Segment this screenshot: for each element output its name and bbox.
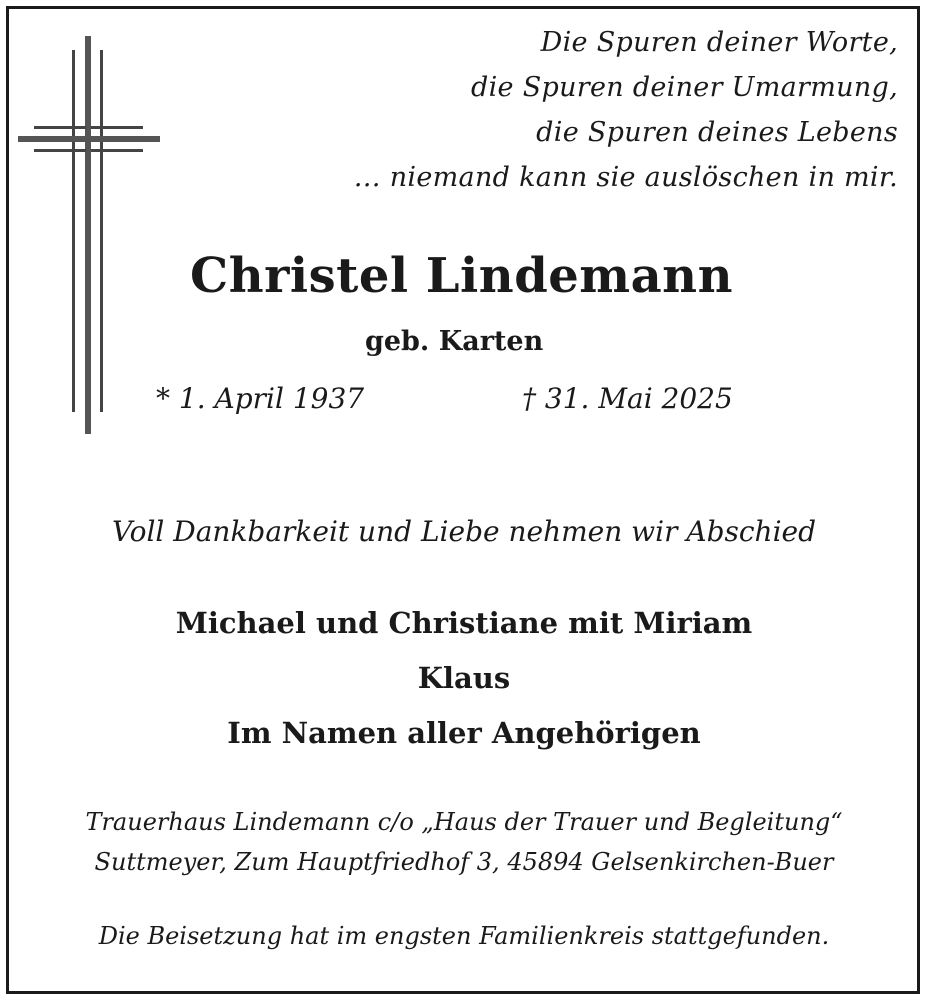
maiden-name: geb. Karten (365, 326, 544, 357)
verse-line: Die Spuren deiner Worte, (540, 27, 898, 58)
address-line: Suttmeyer, Zum Hauptfriedhof 3, 45894 Gelsenkirchen-Buer (94, 848, 834, 876)
mourners-block (0, 596, 928, 761)
verse-line: die Spuren deiner Umarmung, (471, 72, 898, 103)
cross-icon (16, 36, 162, 436)
mourner-line: Klaus (417, 661, 511, 695)
address-block (0, 802, 928, 882)
deceased-name: Christel Lindemann (190, 248, 733, 304)
mourner-line: Im Namen aller Angehörigen (227, 716, 701, 750)
birth-date: * 1. April 1937 (156, 382, 365, 415)
burial-note: Die Beisetzung hat im engsten Familienkreis stattgefunden. (98, 922, 830, 950)
verse-line: die Spuren deines Lebens (536, 117, 898, 148)
verse-line: … niemand kann sie auslöschen in mir. (353, 162, 898, 193)
death-date: † 31. Mai 2025 (522, 382, 733, 415)
farewell-line: Voll Dankbarkeit und Liebe nehmen wir Abschied (111, 515, 817, 548)
mourner-line: Michael und Christiane mit Miriam (175, 606, 753, 640)
verse-block (354, 20, 898, 200)
address-line: Trauerhaus Lindemann c/o „Haus der Trauer und Begleitung“ (85, 808, 843, 836)
